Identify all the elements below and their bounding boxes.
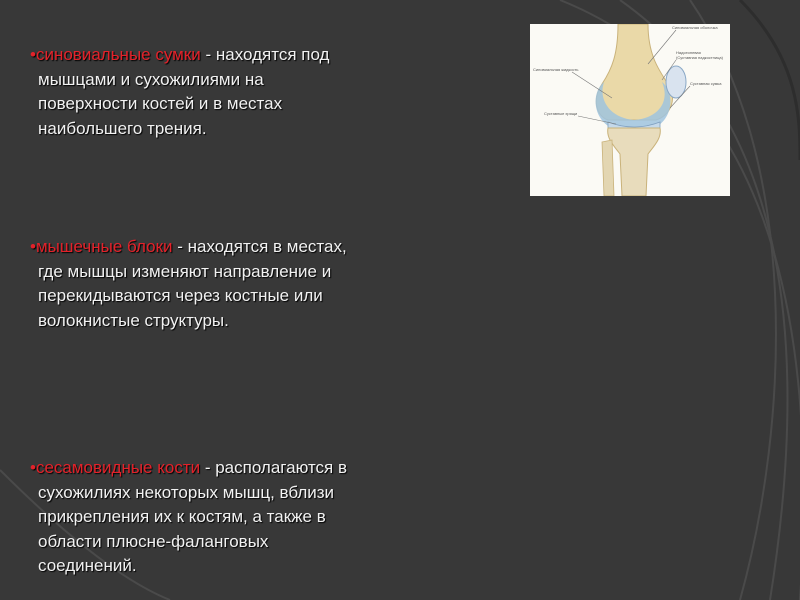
bullet-icon: • — [30, 237, 36, 256]
paragraph-line: перекидываются через костные или — [38, 286, 323, 305]
paragraph-line: наибольшего трения. — [38, 118, 207, 138]
knee-joint-illustration — [530, 24, 730, 196]
paragraph-line: сухожилиях некоторых мышц, вблизи — [38, 482, 335, 502]
paragraph-synovial-bursae — [30, 43, 329, 141]
paragraph-first-line — [30, 235, 347, 260]
label-synovial-fluid: Синовиальная жидкость — [533, 67, 579, 72]
definition-start: - располагаются в — [200, 458, 347, 477]
definition-start: - находятся в местах, — [172, 237, 347, 256]
paragraph-line: прикрепления их к костям, а также в — [38, 507, 326, 526]
tibia-bone — [608, 128, 661, 196]
term-sesamoid-bones: сесамовидные кости — [35, 458, 201, 477]
paragraph-line: мышцами и сухожилиями на — [38, 69, 264, 89]
paragraph-muscle-blocks — [30, 235, 347, 333]
definition-start: - находятся под — [200, 45, 330, 64]
knee-joint-drawing — [530, 24, 730, 196]
term-synovial-bursae: синовиальные сумки — [35, 45, 201, 64]
paragraph-first-line — [30, 456, 347, 481]
bullet-icon: • — [30, 458, 36, 477]
paragraph-sesamoid-bones — [30, 456, 347, 579]
paragraph-line: где мышцы изменяют направление и — [38, 261, 332, 281]
paragraph-line: области плюсне-фаланговых — [38, 531, 269, 551]
label-periosteum: Надсеоневая — [676, 50, 701, 55]
bullet-icon: • — [30, 45, 36, 64]
term-muscle-blocks: мышечные блоки — [35, 237, 173, 256]
paragraph-line: поверхности костей и в местах — [38, 94, 283, 113]
fibula-bone — [602, 140, 614, 196]
paragraph-line: волокнистые структуры. — [38, 310, 229, 330]
paragraph-first-line — [30, 43, 329, 68]
paragraph-line: соединений. — [38, 556, 137, 575]
label-joint-capsule: Суставная сумка — [690, 81, 722, 86]
label-articular-cartilage: Суставные хрящи — [544, 111, 578, 116]
femur-bone — [596, 24, 672, 120]
label-synovial-membrane: Синовиальная оболочка — [672, 25, 718, 30]
label-periosteum-sub: (Суставная надкостница) — [676, 55, 723, 60]
patella-bone — [666, 66, 686, 98]
